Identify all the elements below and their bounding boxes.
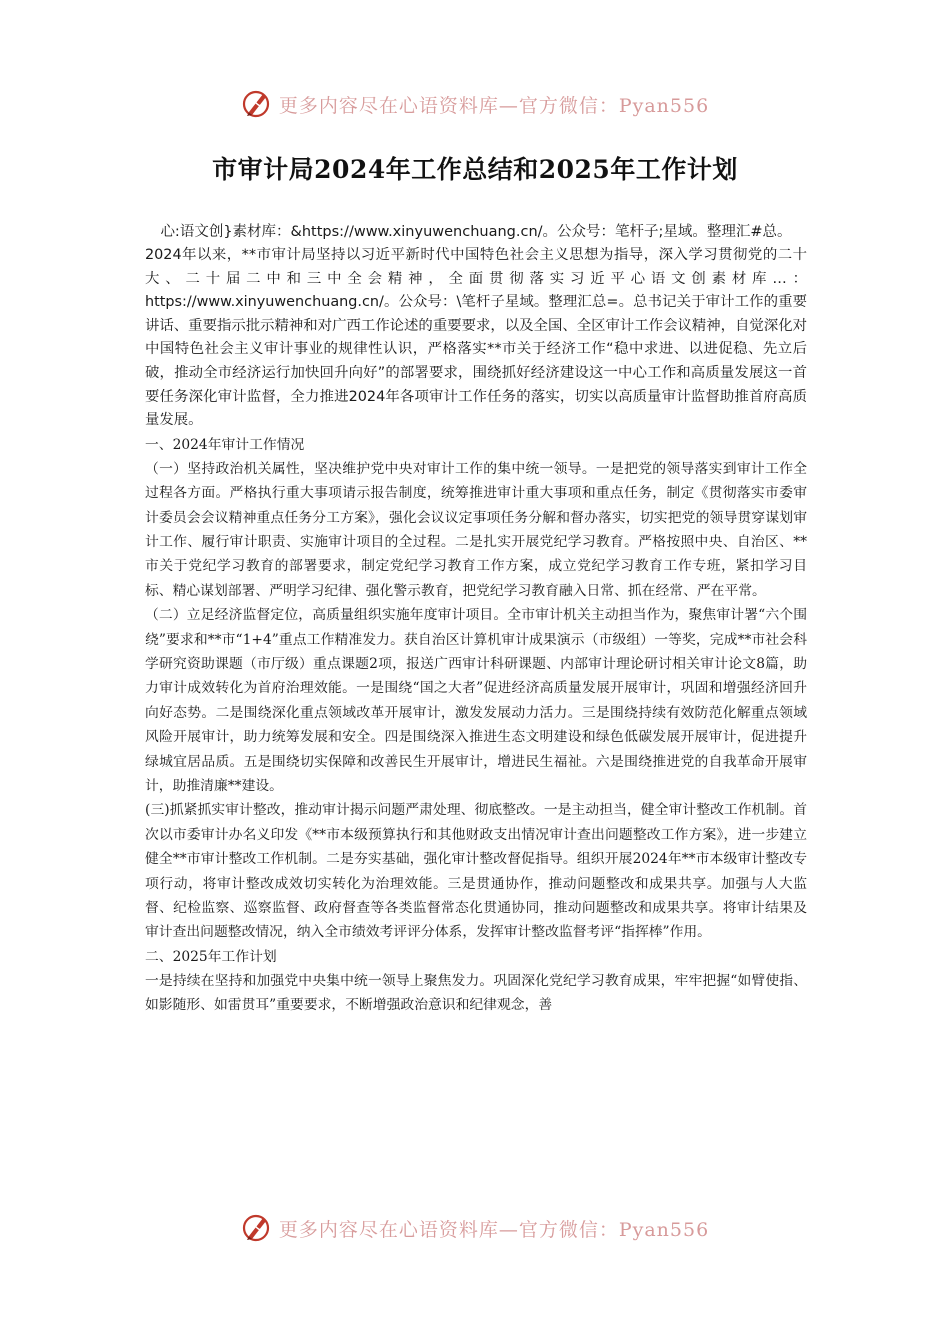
- footer-watermark-text: 更多内容尽在心语资料库—官方微信：Pyan556: [278, 1218, 710, 1241]
- paragraph-audit-rectification: (三)抓紧抓实审计整改，推动审计揭示问题严肃处理、彻底整改。一是主动担当，健全审计整改工作机制。首次以市委审计办名义印发《**市本级预算执行和其他财政支出情况审计查出问题整改工作方案》，进一步建立健全**市审计整改工作机制。二是夯实基础，强化审计整改督促指导。组织开展2024年**市本级审计整改专项行动，将审计整改成效切实转化为治理效能。三是贯通协作，推动问题整改和成果共享。加强与人大监督、纪检监察、巡察监督、政府督查等各类监督常态化贯通协同，推动问题整改和成果共享。将审计结果及审计查出问题整改情况，纳入全市绩效考评评分体系，发挥审计整改监督考评“指挥棒”作用。: [145, 802, 807, 941]
- document-body: [145, 221, 807, 1018]
- section-heading-2024: 一、2024年审计工作情况: [145, 436, 305, 453]
- document-title: 市审计局2024年工作总结和2025年工作计划: [212, 155, 738, 184]
- paragraph-economic-supervision: （二）立足经济监督定位，高质量组织实施年度审计项目。全市审计机关主动担当作为，聚焦审计署“六个围绕”要求和**市“1+4”重点工作精准发力。获自治区计算机审计成果演示（市级组）一等奖，完成**市社会科学研究资助课题（市厅级）重点课题2项，报送广西审计科研课题、内部审计理论研讨相关审计论文8篇，助力审计成效转化为首府治理效能。一是围绕“国之大者”促进经济高质量发展开展审计，巩固和增强经济回升向好态势。二是围绕深化重点领域改革开展审计，激发发展动力活力。三是围绕持续有效防范化解重点领域风险开展审计，助力统筹发展和安全。四是围绕深入推进生态文明建设和绿色低碳发展开展审计，促进提升绿城宜居品质。五是围绕切实保障和改善民生开展审计，增进民生福祉。六是围绕推进党的自我革命开展审计，助推清廉**建设。: [145, 607, 807, 795]
- section-heading-2025: 二、2025年工作计划: [145, 948, 277, 965]
- source-meta-line: 心:语文创}素材库：&https://www.xinyuwenchuang.cn/。公众号：笔杆子;星域。整理汇#总。: [160, 224, 792, 240]
- paragraph-2025-plan: 一是持续在坚持和加强党中央集中统一领导上聚焦发力。巩固深化党纪学习教育成果，牢牢把握“如臂使指、如影随形、如雷贯耳”重要要求，不断增强政治意识和纪律观念，善: [145, 972, 807, 1014]
- pen-logo-icon: [241, 88, 273, 120]
- pen-logo-icon: [241, 1212, 273, 1244]
- header-watermark-text: 更多内容尽在心语资料库—官方微信：Pyan556: [278, 94, 710, 117]
- footer-watermark-banner: [0, 1208, 950, 1248]
- header-watermark-banner: [0, 84, 950, 124]
- paragraph-political-leadership: （一）坚持政治机关属性，坚决维护党中央对审计工作的集中统一领导。一是把党的领导落实到审计工作全过程各方面。严格执行重大事项请示报告制度，统筹推进审计重大事项和重点任务，制定《贯彻落实市委审计委员会会议精神重点任务分工方案》，强化会议议定事项任务分解和督办落实，切实把党的领导贯穿谋划审计工作、履行审计职责、实施审计项目的全过程。二是扎实开展党纪学习教育。严格按照中央、自治区、**市关于党纪学习教育的部署要求，制定党纪学习教育工作方案，成立党纪学习教育工作专班，紧扣学习目标、精心谋划部署、严明学习纪律、强化警示教育，把党纪学习教育融入日常、抓在经常、严在平常。: [145, 460, 807, 599]
- intro-paragraph: 2024年以来，**市审计局坚持以习近平新时代中国特色社会主义思想为指导，深入学习贯彻党的二十大、二十届二中和三中全会精神，全面贯彻落实习近平心语文创素材库…：https://www.xinyuwenchuang.cn/。公众号：\笔杆子星域。整理汇总=。总书记关于审计工作的重要讲话、重要指示批示精神和对广西工作论述的重要要求，以及全国、全区审计工作会议精神，自觉深化对中国特色社会主义审计事业的规律性认识，严格落实**市关于经济工作“稳中求进、以进促稳、先立后破，推动全市经济运行加快回升向好”的部署要求，围绕抓好经济建设这一中心工作和高质量发展这一首要任务深化审计监督，全力推进2024年各项审计工作任务的落实，切实以高质量审计监督助推首府高质量发展。: [145, 247, 807, 429]
